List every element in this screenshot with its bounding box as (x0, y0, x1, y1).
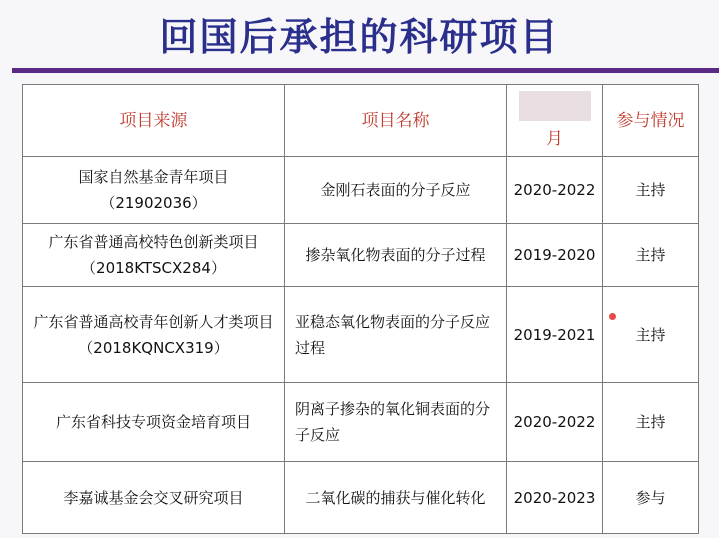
header-name: 项目名称 (285, 85, 507, 157)
cell-name: 掺杂氧化物表面的分子过程 (285, 224, 507, 287)
cell-period: 2020-2022 (507, 157, 603, 224)
slide-title: 回国后承担的科研项目 (159, 15, 560, 59)
cell-source: 广东省普通高校特色创新类项目（2018KTSCX284） (23, 224, 285, 287)
cell-source: 李嘉诚基金会交叉研究项目 (23, 462, 285, 534)
cell-period: 2020-2023 (507, 462, 603, 534)
cell-period: 2019-2021 (507, 287, 603, 383)
cell-name: 金刚石表面的分子反应 (285, 157, 507, 224)
header-period (507, 85, 603, 157)
cell-source-text: 国家自然基金青年项目 （21902036） (78, 168, 229, 212)
cell-name: 亚稳态氧化物表面的分子反应过程 (285, 287, 507, 383)
cell-role: 主持 (603, 157, 699, 224)
cell-source (23, 157, 285, 224)
cell-role: 主持 (603, 224, 699, 287)
cell-source: 广东省普通高校青年创新人才类项目（2018KQNCX319） (23, 287, 285, 383)
projects-table (22, 84, 699, 534)
header-role: 参与情况 (603, 85, 699, 157)
table-row (23, 224, 699, 287)
title-divider (12, 68, 719, 73)
cell-period: 2020-2022 (507, 383, 603, 462)
table-row (23, 157, 699, 224)
cell-name: 阴离子掺杂的氧化铜表面的分子反应 (285, 383, 507, 462)
header-period-label: 月 (546, 129, 563, 149)
table-header-row (23, 85, 699, 157)
table-row (23, 287, 699, 383)
header-period-highlight (519, 91, 591, 121)
cell-role: 主持 (603, 383, 699, 462)
header-source: 项目来源 (23, 85, 285, 157)
laser-pointer-dot (609, 313, 616, 320)
cell-role: 主持 (603, 287, 699, 383)
cell-period: 2019-2020 (507, 224, 603, 287)
cell-role: 参与 (603, 462, 699, 534)
table-row (23, 383, 699, 462)
table-row (23, 462, 699, 534)
cell-source: 广东省科技专项资金培育项目 (23, 383, 285, 462)
cell-name: 二氧化碳的捕获与催化转化 (285, 462, 507, 534)
